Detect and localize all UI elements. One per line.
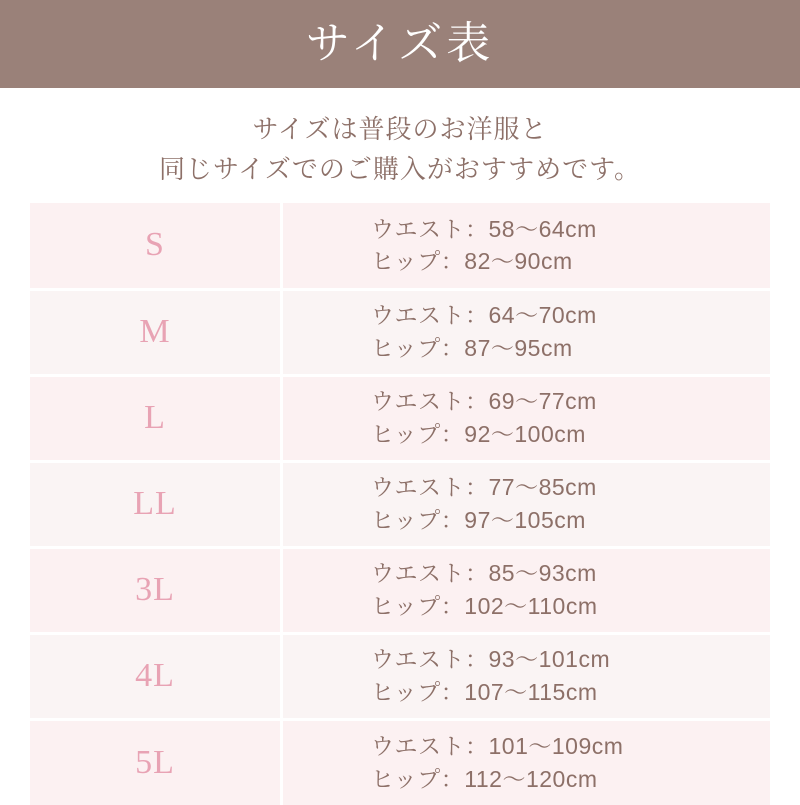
table-row (30, 461, 770, 547)
table-row (30, 203, 770, 289)
measurement-cell (282, 633, 771, 719)
measurement-cell (282, 461, 771, 547)
lead-line-1: サイズは普段のお洋服と (252, 115, 548, 144)
size-label: L (30, 375, 282, 461)
waist-value: ウエスト：101〜109cm (371, 733, 624, 760)
hip-value: ヒップ：92〜100cm (371, 421, 586, 448)
measurement-cell (282, 547, 771, 633)
page-title: サイズ表 (305, 19, 495, 68)
page-header (0, 0, 800, 88)
table-row (30, 289, 770, 375)
size-label: M (30, 289, 282, 375)
hip-value: ヒップ：102〜110cm (371, 593, 598, 620)
waist-value: ウエスト：69〜77cm (371, 388, 597, 415)
size-table (30, 203, 770, 805)
size-label: S (30, 203, 282, 289)
table-row (30, 719, 770, 805)
measurement-cell (282, 375, 771, 461)
waist-value: ウエスト：93〜101cm (371, 646, 611, 673)
hip-value: ヒップ：82〜90cm (371, 248, 573, 275)
table-row (30, 375, 770, 461)
measurement-cell (282, 203, 771, 289)
hip-value: ヒップ：87〜95cm (371, 335, 573, 362)
hip-value: ヒップ：112〜120cm (371, 765, 598, 792)
hip-value: ヒップ：107〜115cm (371, 679, 598, 706)
size-label: 5L (30, 719, 282, 805)
table-row (30, 547, 770, 633)
waist-value: ウエスト：85〜93cm (371, 560, 597, 587)
size-label: 3L (30, 547, 282, 633)
size-label: LL (30, 461, 282, 547)
hip-value: ヒップ：97〜105cm (371, 507, 586, 534)
size-label: 4L (30, 633, 282, 719)
waist-value: ウエスト：77〜85cm (371, 474, 597, 501)
table-row (30, 633, 770, 719)
waist-value: ウエスト：64〜70cm (371, 302, 597, 329)
measurement-cell (282, 289, 771, 375)
measurement-cell (282, 719, 771, 805)
lead-line-2: 同じサイズでのご購入がおすすめです。 (158, 154, 642, 184)
waist-value: ウエスト：58〜64cm (371, 215, 597, 242)
lead-text (0, 88, 800, 203)
